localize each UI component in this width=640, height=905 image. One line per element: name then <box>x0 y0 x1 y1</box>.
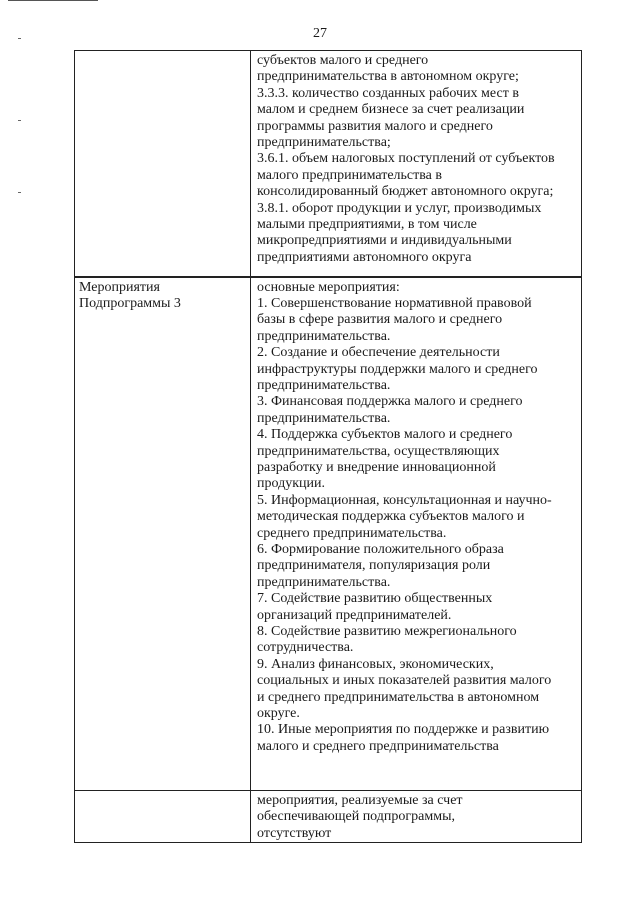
text-line: программы развития малого и среднего <box>257 118 493 134</box>
text-line: 4. Поддержка субъектов малого и среднего <box>257 427 513 443</box>
text-line: сотрудничества. <box>257 640 354 656</box>
text-line: 8. Содействие развитию межрегионального <box>257 624 517 640</box>
text-line: разработку и внедрение инновационной <box>257 459 496 475</box>
text-line: инфраструктуры поддержки малого и среднего <box>257 361 538 377</box>
text-line: методическая поддержка субъектов малого и <box>257 509 525 525</box>
text-line: малого и среднего предпринимательства <box>257 738 499 754</box>
row-label-cell <box>75 51 251 277</box>
text-line: 3.6.1. объем налоговых поступлений от субъектов <box>257 151 555 167</box>
text-line: предпринимателя, популяризация роли <box>257 558 491 574</box>
row-content-cell <box>251 791 582 843</box>
passport-table <box>74 50 582 843</box>
text-line: субъектов малого и среднего <box>257 53 429 68</box>
text-line: консолидированный бюджет автономного округа; <box>257 184 554 200</box>
text-line: организаций предпринимателей. <box>257 607 452 623</box>
row-content-cell <box>251 51 582 277</box>
text-line: 3.8.1. оборот продукции и услуг, производимых <box>257 200 542 216</box>
text-line: малом и среднем бизнесе за счет реализации <box>257 102 525 118</box>
text-line: малыми предприятиями, в том числе <box>257 217 477 233</box>
text-line: предпринимательства, осуществляющих <box>257 443 500 459</box>
text-line: предпринимательства. <box>257 328 391 344</box>
text-line: Мероприятия <box>79 279 160 295</box>
text-line: и среднего предпринимательства в автономном <box>257 689 540 705</box>
row-content <box>257 53 579 266</box>
text-line: 7. Содействие развитию общественных <box>257 591 493 607</box>
text-line: базы в сфере развития малого и среднего <box>257 312 503 328</box>
text-line: 9. Анализ финансовых, экономических, <box>257 656 494 672</box>
row-label-cell <box>75 791 251 843</box>
text-line: 3.3.3. количество созданных рабочих мест в <box>257 85 519 101</box>
text-line: Подпрограммы 3 <box>79 295 181 311</box>
text-line: предпринимательства. <box>257 574 391 590</box>
text-line: отсутствуют <box>257 825 332 841</box>
text-line: предпринимательства. <box>257 377 391 393</box>
text-line: основные мероприятия: <box>257 279 400 295</box>
row-content <box>257 280 579 756</box>
text-line: предпринимательства в автономном округе; <box>257 69 519 85</box>
page-number: 27 <box>313 26 327 41</box>
row-label <box>79 280 247 313</box>
table-row-indicators <box>75 51 582 277</box>
scan-speck <box>18 192 21 193</box>
scan-speck <box>18 120 21 121</box>
text-line: округе. <box>257 706 300 722</box>
text-line: предпринимательства. <box>257 410 391 426</box>
text-line: социальных и иных показателей развития малого <box>257 673 552 689</box>
text-line: среднего предпринимательства. <box>257 525 447 541</box>
text-line: малого предпринимательства в <box>257 167 442 183</box>
text-line: микропредприятиями и индивидуальными <box>257 233 512 249</box>
top-edge-rule <box>8 0 98 1</box>
row-label-cell <box>75 277 251 791</box>
table-row-measures <box>75 277 582 791</box>
text-line: предпринимательства; <box>257 135 391 151</box>
text-line: 1. Совершенствование нормативной правовой <box>257 295 532 311</box>
text-line: 5. Информационная, консультационная и научно- <box>257 492 552 508</box>
text-line: 6. Формирование положительного образа <box>257 542 504 557</box>
text-line: продукции. <box>257 476 325 492</box>
table-row-support-measures <box>75 791 582 843</box>
row-content-cell <box>251 277 582 791</box>
text-line: мероприятия, реализуемые за счет <box>257 793 463 808</box>
row-content <box>257 793 579 842</box>
text-line: обеспечивающей подпрограммы, <box>257 809 455 825</box>
text-line: 2. Создание и обеспечение деятельности <box>257 345 500 361</box>
text-line: 3. Финансовая поддержка малого и среднего <box>257 394 523 410</box>
text-line: 10. Иные мероприятия по поддержке и развитию <box>257 722 550 738</box>
text-line: предприятиями автономного округа <box>257 249 472 265</box>
